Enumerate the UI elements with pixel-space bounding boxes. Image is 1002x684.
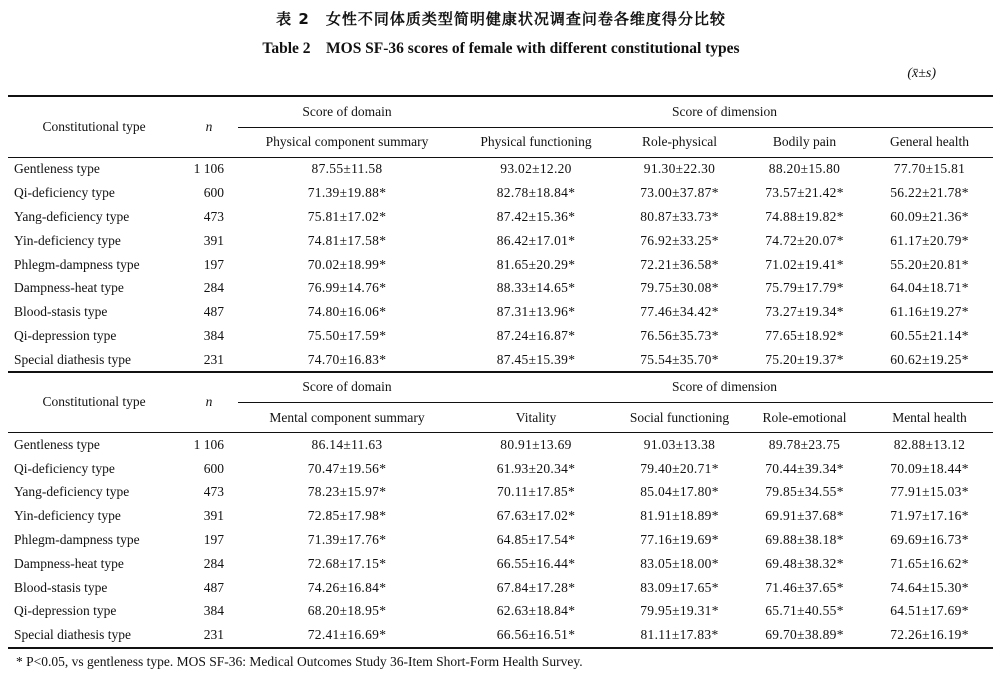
row-score: 77.46±34.42* <box>640 304 719 320</box>
row-n: 391 <box>203 508 224 524</box>
row-score: 61.16±19.27* <box>890 304 969 320</box>
table-row <box>8 181 993 205</box>
row-score: 64.51±17.69* <box>890 603 969 619</box>
header-col: General health <box>866 127 993 157</box>
header-col: Social functioning <box>616 403 743 433</box>
table-row <box>8 576 993 600</box>
row-score: 88.20±15.80 <box>768 161 841 177</box>
row-score: 80.91±13.69 <box>500 436 572 452</box>
row-score: 79.40±20.71* <box>640 460 719 476</box>
row-score: 91.30±22.30 <box>643 161 716 177</box>
header-col: Mental component summary <box>238 403 456 433</box>
footnote: * P<0.05, vs gentleness type. MOS SF-36: Medical Outcomes Study 36-Item Short-Form Health Survey. <box>16 654 583 669</box>
row-score: 64.85±17.54* <box>496 532 576 548</box>
row-constitutional-type: Special diathesis type <box>8 623 180 648</box>
row-score: 74.64±15.30* <box>890 579 969 595</box>
row-score: 73.27±19.34* <box>765 304 844 320</box>
table-row <box>8 324 993 348</box>
table-row <box>8 552 993 576</box>
row-score: 67.84±17.28* <box>496 579 576 595</box>
row-score: 75.20±19.37* <box>743 348 866 372</box>
row-constitutional-type: Blood-stasis type <box>14 579 108 595</box>
header-col: Bodily pain <box>743 127 866 157</box>
row-score: 87.45±15.39* <box>456 348 616 372</box>
row-constitutional-type: Blood-stasis type <box>14 304 108 320</box>
header-col: Physical functioning <box>456 127 616 157</box>
row-constitutional-type: Yin-deficiency type <box>14 232 121 248</box>
row-score: 70.11±17.85* <box>496 484 575 500</box>
row-score: 93.02±12.20 <box>500 161 572 177</box>
row-score: 79.85±34.55* <box>765 484 844 500</box>
row-score: 74.88±19.82* <box>765 208 844 224</box>
row-score: 83.09±17.65* <box>640 579 719 595</box>
row-score: 76.99±14.76* <box>307 280 387 296</box>
row-constitutional-type: Qi-deficiency type <box>14 185 115 201</box>
row-score: 74.80±16.06* <box>307 304 387 320</box>
row-constitutional-type: Dampness-heat type <box>14 555 124 571</box>
row-score: 69.69±16.73* <box>890 532 969 548</box>
table-row <box>8 253 993 277</box>
mental-scores-table <box>8 371 993 649</box>
row-score: 75.79±17.79* <box>765 280 844 296</box>
row-n: 284 <box>203 555 224 571</box>
table-row <box>8 229 993 253</box>
table-row <box>8 157 993 181</box>
row-score: 73.57±21.42* <box>765 185 844 201</box>
row-constitutional-type: Yang-deficiency type <box>14 208 130 224</box>
row-score: 69.48±38.32* <box>765 555 844 571</box>
row-constitutional-type: Qi-deficiency type <box>14 460 115 476</box>
row-score: 83.05±18.00* <box>640 555 719 571</box>
row-n: 473 <box>203 484 224 500</box>
row-score: 74.26±16.84* <box>307 579 387 595</box>
row-score: 69.70±38.89* <box>743 623 866 648</box>
row-score: 70.47±19.56* <box>307 460 387 476</box>
row-score: 82.88±13.12 <box>893 436 966 452</box>
row-score: 82.78±18.84* <box>496 185 576 201</box>
row-score: 70.09±18.44* <box>890 460 969 476</box>
row-n: 600 <box>203 185 224 201</box>
table-row <box>8 348 993 372</box>
row-score: 79.95±19.31* <box>640 603 719 619</box>
row-n: 384 <box>203 603 224 619</box>
header-score-of-dimension: Score of dimension <box>672 103 777 119</box>
unit-label: (x̄±s) <box>907 66 936 81</box>
row-constitutional-type: Yin-deficiency type <box>14 508 121 524</box>
row-score: 87.31±13.96* <box>496 304 576 320</box>
header-n: n <box>180 96 238 157</box>
row-score: 61.93±20.34* <box>496 460 576 476</box>
row-score: 55.20±20.81* <box>890 256 969 272</box>
row-n: 231 <box>180 348 238 372</box>
row-score: 70.02±18.99* <box>307 256 387 272</box>
row-score: 81.65±20.29* <box>496 256 576 272</box>
row-score: 79.75±30.08* <box>640 280 719 296</box>
table-body <box>8 157 993 372</box>
row-score: 75.81±17.02* <box>307 208 387 224</box>
row-score: 87.55±11.58 <box>311 161 383 177</box>
row-n: 487 <box>203 304 224 320</box>
table-row <box>8 504 993 528</box>
row-score: 71.39±19.88* <box>307 185 387 201</box>
row-score: 87.42±15.36* <box>496 208 576 224</box>
row-score: 74.70±16.83* <box>238 348 456 372</box>
row-score: 74.81±17.58* <box>307 232 387 248</box>
row-score: 71.97±17.16* <box>890 508 969 524</box>
row-n: 391 <box>203 232 224 248</box>
row-score: 72.85±17.98* <box>307 508 387 524</box>
row-score: 60.09±21.36* <box>890 208 969 224</box>
physical-scores-table <box>8 95 993 373</box>
row-n: 1 106 <box>193 161 224 177</box>
row-score: 85.04±17.80* <box>640 484 719 500</box>
row-score: 72.21±36.58* <box>640 256 719 272</box>
row-score: 76.56±35.73* <box>640 327 719 343</box>
header-col: Role-physical <box>616 127 743 157</box>
row-score: 71.65±16.62* <box>890 555 969 571</box>
row-n: 284 <box>203 280 224 296</box>
row-constitutional-type: Special diathesis type <box>8 348 180 372</box>
row-score: 64.04±18.71* <box>890 280 969 296</box>
row-score: 69.91±37.68* <box>765 508 844 524</box>
row-n: 487 <box>203 579 224 595</box>
row-score: 89.78±23.75 <box>768 436 841 452</box>
row-score: 71.39±17.76* <box>307 532 387 548</box>
row-score: 81.11±17.83* <box>616 623 743 648</box>
row-n: 600 <box>203 460 224 476</box>
header-constitutional-type: Constitutional type <box>8 372 180 433</box>
row-score: 77.70±15.81 <box>893 161 966 177</box>
row-score: 77.91±15.03* <box>890 484 969 500</box>
table-title-english: Table 2 MOS SF-36 scores of female with different constitutional types <box>262 40 740 57</box>
table-row <box>8 600 993 624</box>
row-constitutional-type: Phlegm-dampness type <box>14 532 140 548</box>
row-score: 81.91±18.89* <box>640 508 719 524</box>
header-col: Physical component summary <box>238 127 456 157</box>
row-score: 71.46±37.65* <box>765 579 844 595</box>
table-row <box>8 481 993 505</box>
row-score: 71.02±19.41* <box>765 256 844 272</box>
header-col: Vitality <box>456 403 616 433</box>
row-score: 78.23±15.97* <box>307 484 387 500</box>
row-n: 197 <box>203 532 224 548</box>
row-constitutional-type: Qi-depression type <box>14 327 117 343</box>
row-score: 77.65±18.92* <box>765 327 844 343</box>
row-score: 66.55±16.44* <box>496 555 576 571</box>
row-n: 1 106 <box>193 436 224 452</box>
row-score: 68.20±18.95* <box>307 603 387 619</box>
header-score-of-domain: Score of domain <box>302 379 392 394</box>
row-constitutional-type: Gentleness type <box>14 436 100 452</box>
header-constitutional-type: Constitutional type <box>8 96 180 157</box>
row-score: 74.72±20.07* <box>765 232 844 248</box>
row-score: 60.55±21.14* <box>890 327 969 343</box>
row-n: 384 <box>203 327 224 343</box>
row-n: 231 <box>180 623 238 648</box>
row-score: 66.56±16.51* <box>456 623 616 648</box>
row-score: 56.22±21.78* <box>890 185 969 201</box>
row-score: 86.42±17.01* <box>496 232 576 248</box>
table-row <box>8 300 993 324</box>
row-score: 87.24±16.87* <box>496 327 576 343</box>
table-row <box>8 205 993 229</box>
row-score: 75.50±17.59* <box>307 327 387 343</box>
row-score: 70.44±39.34* <box>765 460 844 476</box>
row-score: 72.26±16.19* <box>866 623 993 648</box>
row-score: 77.16±19.69* <box>640 532 719 548</box>
row-constitutional-type: Phlegm-dampness type <box>14 256 140 272</box>
header-n: n <box>180 372 238 433</box>
row-constitutional-type: Qi-depression type <box>14 603 117 619</box>
row-score: 88.33±14.65* <box>496 280 576 296</box>
table-row <box>8 276 993 300</box>
row-score: 72.68±17.15* <box>307 555 387 571</box>
table-row <box>8 528 993 552</box>
row-n: 473 <box>203 208 224 224</box>
row-score: 73.00±37.87* <box>640 185 719 201</box>
row-score: 67.63±17.02* <box>496 508 576 524</box>
row-score: 91.03±13.38 <box>643 436 716 452</box>
row-score: 75.54±35.70* <box>616 348 743 372</box>
row-score: 86.14±11.63 <box>311 436 383 452</box>
row-score: 69.88±38.18* <box>765 532 844 548</box>
header-col: Mental health <box>866 403 993 433</box>
row-constitutional-type: Dampness-heat type <box>14 280 124 296</box>
header-score-of-dimension: Score of dimension <box>672 379 777 394</box>
row-score: 62.63±18.84* <box>496 603 576 619</box>
row-constitutional-type: Gentleness type <box>14 161 100 177</box>
table-row <box>8 433 993 457</box>
row-score: 61.17±20.79* <box>890 232 969 248</box>
header-col: Role-emotional <box>743 403 866 433</box>
row-score: 60.62±19.25* <box>866 348 993 372</box>
table-row <box>8 457 993 481</box>
row-constitutional-type: Yang-deficiency type <box>14 484 130 500</box>
row-score: 80.87±33.73* <box>640 208 719 224</box>
row-score: 65.71±40.55* <box>765 603 844 619</box>
header-score-of-domain: Score of domain <box>302 103 392 119</box>
table-title-chinese: 表 2 女性不同体质类型简明健康状况调查问卷各维度得分比较 <box>276 10 726 28</box>
table-row <box>8 623 993 648</box>
row-score: 76.92±33.25* <box>640 232 719 248</box>
row-score: 72.41±16.69* <box>238 623 456 648</box>
row-n: 197 <box>203 256 224 272</box>
table-body <box>8 433 993 649</box>
